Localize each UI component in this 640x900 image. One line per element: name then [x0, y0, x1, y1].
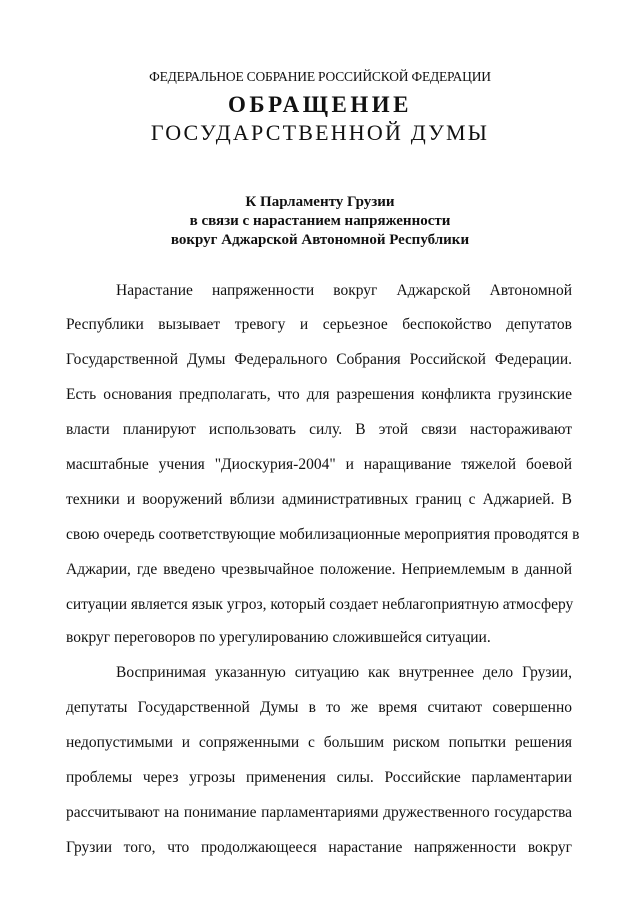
document-title: ОБРАЩЕНИЕ: [227, 92, 413, 117]
document-subtitle: ГОСУДАРСТВЕННОЙ ДУМЫ: [150, 120, 490, 145]
body-line: власти планируют использовать силу. В этой связи настораживают: [66, 421, 572, 438]
body-line: Грузии того, что продолжающееся нарастание напряженности вокруг: [66, 839, 572, 856]
addressee-line: в связи с нарастанием напряженности: [189, 213, 451, 229]
body-line: Аджарии, где введено чрезвычайное положение. Неприемлемым в данной: [66, 561, 572, 578]
body-line: Государственной Думы Федерального Собрания Российской Федерации.: [66, 351, 572, 368]
body-line: свою очередь соответствующие мобилизационные мероприятия проводятся в: [66, 526, 580, 543]
body-line: Республики вызывает тревогу и серьезное беспокойство депутатов: [66, 316, 572, 333]
body-line: масштабные учения "Диоскурия-2004" и наращивание тяжелой боевой: [66, 456, 572, 473]
body-line: проблемы через угрозы применения силы. Российские парламентарии: [66, 769, 572, 786]
body-line: вокруг переговоров по урегулированию сложившейся ситуации.: [66, 629, 491, 646]
addressee-line: К Парламенту Грузии: [245, 194, 395, 210]
body-line: недопустимыми и сопряженными с большим риском попытки решения: [66, 734, 572, 751]
addressee-line: вокруг Аджарской Автономной Республики: [170, 232, 470, 248]
body-line: рассчитывают на понимание парламентариями дружественного государства: [66, 804, 572, 821]
body-line: Нарастание напряженности вокруг Аджарской Автономной: [116, 282, 572, 299]
body-line: Есть основания предполагать, что для разрешения конфликта грузинские: [66, 386, 572, 403]
addressee-block: [0, 193, 640, 250]
body-line: Воспринимая указанную ситуацию как внутреннее дело Грузии,: [116, 664, 572, 681]
body-line: техники и вооружений вблизи административных границ с Аджарией. В: [66, 491, 572, 508]
body-line: ситуации является язык угроз, который создает неблагоприятную атмосферу: [66, 596, 574, 613]
body-line: депутаты Государственной Думы в то же время считают совершенно: [66, 699, 572, 716]
organization-header: ФЕДЕРАЛЬНОЕ СОБРАНИЕ РОССИЙСКОЙ ФЕДЕРАЦИИ: [149, 69, 491, 84]
